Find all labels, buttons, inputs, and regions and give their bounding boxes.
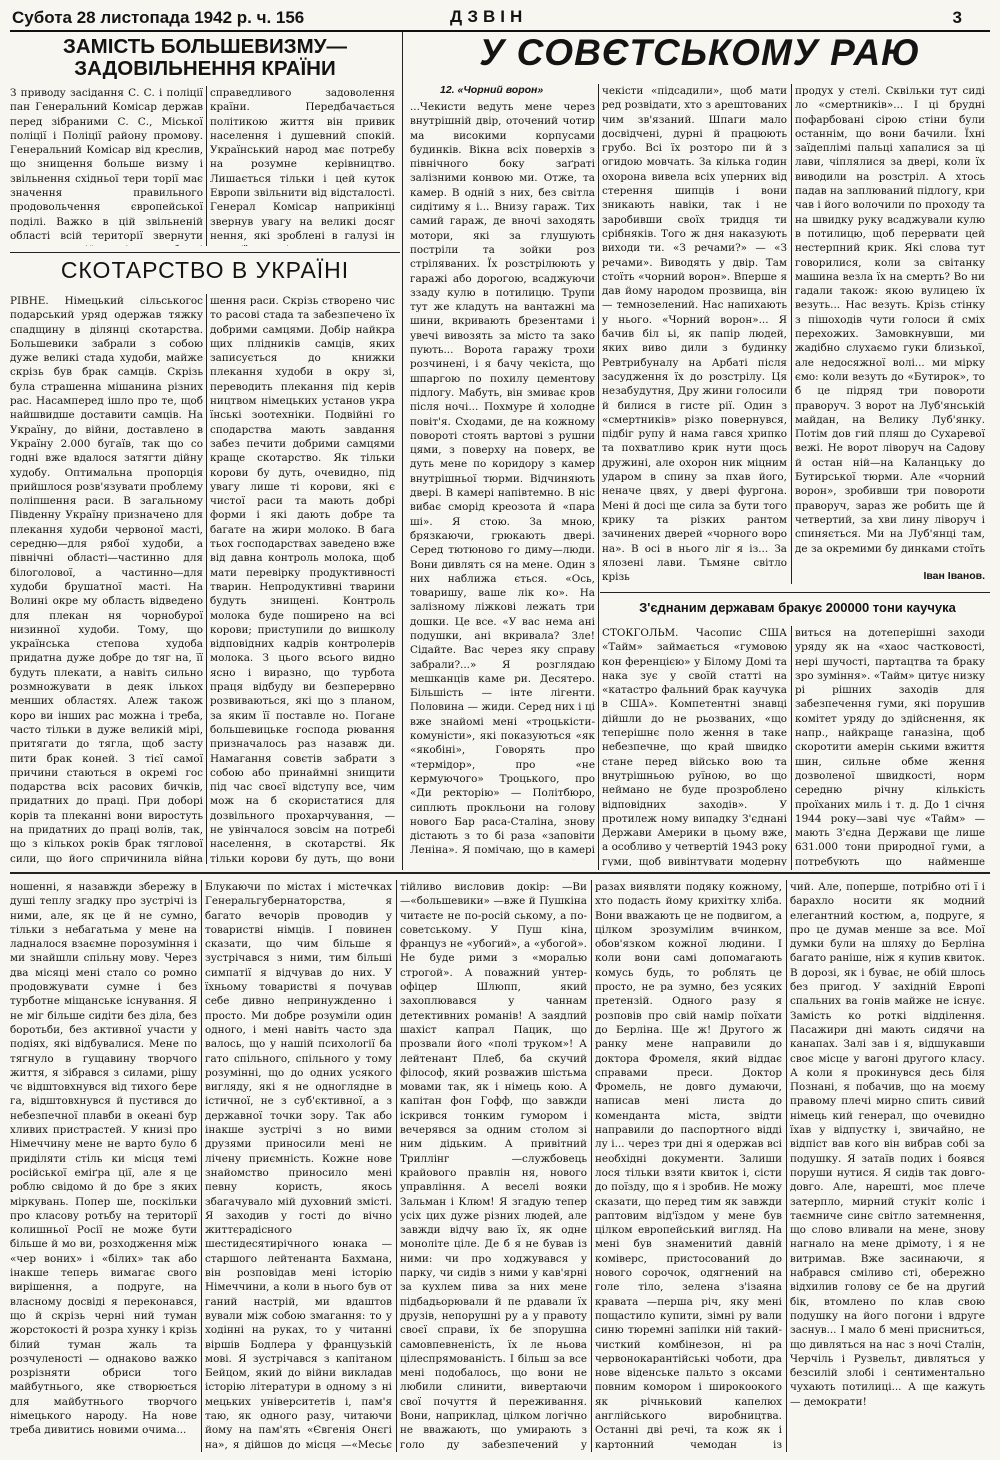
section-rule — [600, 592, 990, 593]
section-rule — [10, 252, 400, 253]
bottom-column-4: разах виявляти подяку кожному, хто подасть йому крихітку хліба. Вони вважають це не подвигом, а цілком зрозумілим вчинком, обов'язком кожної людини. І коли вони самі допомагають комусь будь, то роблять це просто, не ра зумно, без усяких претензій. Одного разу я розповів про свій намір поїхати до Берліна. Ще ж! Другого ж ранку мене направили до доктора Фромеля, який віддає справами преси. Доктор Фромель, не довго думаючи, написав мені листа до коменданта міста, звідти направили до паспортного відді лу і... через три дні я одержав всі необхідні документи. Залиши лося тільки взяти квиток і, сісти до поїзду, що я і зробив. Не можу сказати, що перед тим як завжди раптовим від'їздом у мене був цілком европейський вигляд. На мені був знаменитий давній коміверс, пристосований до нового сорочок, одягнений на голе тіло, зелена з'ізаяна кравата —перша річ, яку мені пощастило купити, зімні ру вали синю тюремні запілки ній такий-чисткий комбінезон, ні ра червонокарантійські чоботи, дра нове віденське пальто з оксами повним комором і широкоокого як річньковий капелюх англійського виробництва. Останні дві речі, та кож як і картонний чемодан із — [595, 881, 782, 1451]
page-number: 3 — [952, 8, 962, 27]
article-2-column-2: шення раси. Скрізь створено чис то расові стада та забезпечено їх добрими самцями. Добір найкра щих плідників самців, яких записується до книжки плекання худоби в окру зі, переводить плекання під керів ництвом німецьких установ укра їнські зоотехніки. Подвійні го сподарства мають завдання забез печити добрими самцями краще скотарство. Як тільки корови бу дуть, очевидно, під увагу лише ті корови, які є чистої раси та мають добрі форми і які дають добре та багате на жири молоко. В бага тьох господарствах заведено вже від давна контроль молока, щоб мати перевірку продуктивності тварин. Непродуктивні тварини будуть знищені. Контроль молока буде поширено на всі корови; приступили до вишколу відповідних кадрів контролерів молока. З цього всього видно ясно і виразно, що турбота праця відбуду ви безперервно розвиваються, які що з планом, за яким її поставле но. Погане большевицьке господа рювання призначалось раз назавж ди. Намагання совєтів забрати з собою або принаймні знищити під час своєї відступу все, чим мож на б скористатися для дозвільного прохарчування, — не увінчалося зовсім на потребі населення, в скотарстві. Як тільки корови бу дуть, що вони — [210, 295, 395, 864]
article-3-column-3: продух у стелі. Сквільки тут сиді ло «смертників»... І ці брудні пофарбовані сірою стіни були останнім, що вони бачили. Їхні заїдеплімі пальці хапалися за ці лави, чіплялися за двері, коли їх виводили на розстріл. А хтось падав на заплюваний підлогу, кри чав і його волочили по проходу та на швидку руку всаджували кулю в потилицю, щоб перервати цей нестерпний крик. Які слова тут говорилися, коли за світанку машина везла їх на смерть? Во ни гадали також: якою вулицею їх везуть... Нас везуть. Крізь стінку з пішоходів чути голоси й сміх перехожих. Замовкнувши, ми жадібно слухаємо гуки близької, але недосяжної волі... ми мірку ємо: коли везуть до «Бутирок», то б це підряд три повороти праворуч. З ворот на Луб'янській майдан, на Велику Луб'янку. Потім дов гий пляш до Сухаревої вежі. Не ворот ліворуч на Садову й остан ній—на Каланцьку до Бутирської тюрми. Але «чорний ворон», зробивши три повороти праворуч, зараз же робить ще й четвертий, за хви лину ліворуч і спиняється. Ми на Луб'янці там, де за окремими бу динками стоїть — [795, 85, 985, 554]
article-3-signature: Іван Іванов. — [923, 570, 985, 582]
column-rule — [591, 880, 592, 1452]
article-3-subhead: 12. «Чорний ворон» — [440, 84, 544, 96]
masthead — [10, 6, 990, 32]
column-rule — [206, 86, 207, 246]
column-rule — [396, 880, 397, 1452]
article-4-column-2: виться на дотеперішні заходи уряду як на «хаос частковості, нері шучості, партацтва та браку зро зуміння». «Тайм» цитує низку рі рішних заходів для забезпечення гуми, які порушив комітет уряду до здійснення, як напр., найкраще ганазіна, щоб скоротити амерін ськими вжиття шин, сильне обме ження дозволеної швидкості, норм середню річну кількість проїханих миль і т. д. До 1 січня 1944 року—заві чує «Тайм» — мають З'єдна Держави ще лише 631.000 тони природної гуми, а потребують що найменше — [795, 627, 985, 866]
newspaper-name: ДЗВІН — [450, 7, 528, 26]
section-rule — [10, 872, 990, 874]
bottom-column-5: чий. Але, поперше, потрібно оті ї і барахло носити як модний елегантний костюм, а, подруге, я про це думав менше за все. Мої думки були на шляху до Берліна багато раніше, ніж я купив квиток. В дорозі, як і буває, не обій шлось без пригод. У західній Европі спальних ва гонів майже не існує. Замість ко роткі відділення. Пасажири дні мають сидячи на канапах. Залі зав і я, відшукавши своє місце у вагоні другого класу. А коли я прокинувся десь біля Познані, я побачив, що на моєму правому плечі мирно спить сивий німець кий генерал, що очевидно їхав у відпустку і, звичайно, не відпіст вав кого він вибрав собі за подушку. Я затаїв подих і боявся поруши нутися. Я сидів так довго-довго. Але, нарешті, моє плече затерпло, мирний стукіт коліс і таємниче синє світло затемнення, що слово вливали на мене, знову нагнало на мене дрімоту, і я не витримав. Вже засинаючи, я набрався сміливо сті, обережно відхилив голову се бе на другий бік, втомлено по клав свою подушку на його погони і вдруге заснув... І мало б мені присниться, що дивляться на нас з ночі Сталін, Черчіль і Рузвельт, дивляться у безсилій злобі і сентиментально чухають потилиці... А ще кажуть — демократи! — [790, 881, 985, 1408]
article-2-column-1: РІВНЕ. Німецький сільськогос подарський уряд одержав тяжку спадщину в ділянці скотарства. Большевики забрали з собою дуже великі стада худоби, майже скрізь був брак самців. Скрізь була страшенна мішанина різних рас. Насамперед ішло про те, щоб найшвидше доставити самців. На Україну, до війни, доставлено в Україну 2.000 бугаїв, так що со годні вже вдалося затягти дійну худобу. Оптимальна пропорція прийшлося розв'язувати проблему поліпшення раси. В загальному Південну Україну призначено для плекання худоби червоної масті, середню—для рябої худоби, а північні області—частинно для білоголової, а частинно—для худоби брушатної масті. На Волині окре му область відведено для плекан ня чорнобурої низинної худоби. Тому, що українська степова худоба придатна дуже добре до тяг на, її будуть плекати, а навіть сильно розмножувати в деяк ількох менших областях. Алеж також коро ви інших рас можна і треба, часто тільки в дуже великій мірі, притягати до тягла, щоб засту пити брак коней. З тієї самої причини стаються в окремі гос подарства всіх расових бичків, придатних до праці. При доборі корів та плеканні вони виростуть на придатних до праці волів, так, що з кількох років брак тяглової сили, що його спричинила війна — [10, 295, 203, 864]
article-1-column-2: справедливого задоволення країни. Передбачається політикою життя він привик населення і душевний спокій. Український народ має потребу на розумне керівництво. Лишається тільки і цей куток Европи звільнити від відсталості. Генерал Комісар наприкінці звернув увагу на великі досяг нення, які зроблені в галузі ін — [210, 87, 395, 242]
article-1-headline-line-1: ЗАМІСТЬ БОЛЬШЕВИЗМУ— — [63, 36, 347, 58]
column-rule — [206, 294, 207, 864]
article-3-column-1: ...Чекисти ведуть мене через внутрішній двір, оточений чотир ма високими корпусами будинків. Вікна всіх поверхів з північного боку заґраті залізними конвою ми. Отже, та камер. В одній з них, без світла сидітиму я і... Внизу гараж. Тих самий гараж, де вночі заходять мотори, які за глушують постріли та зойки роз стріляваних. Їх розстрілюють у гаражі або дорогою, всаджуючи ззаду кулю в потилицю. Трупи тут же кладуть на вантажні ма шини, вкривають брезентами і увечі вивозять за місто та зако пують... Ворота гаражу трохи розчинені, і я бачу чекіста, що шпаргою по похилу цементову підлогу. Мабуть, він змиває кров після ночі... Похмуре й холодне повіт'я. Сходами, де на кожному повороті стоять вартові з рушни цями, з поверху на поверх, ве дуть мене по коридору з камер внутрішньої тюрми. Відчиняють двері. В камері напівтемно. В ніс вибає сморід креозота й «пара ші». Я стою. За мною, брязкаючи, грюкають двері. Серед тютюново го диму—люди. Вони дивлять ся на мене. Один з них наближа ється. «Ось, товаришу, ваше лік ко». На залізному ліжкові лежать три дошки. Це все. «У вас нема ані подушки, ані вкривала? Зле! Сідайте. Вас через яку справу забрали?...» Я розглядаю мешканців каме ри. Десятеро. Більшість — інте лігенти. Половина — жиди. Серед них і ці вже знайомі мені «троцькісти-комуністи», які показуються «як «якобіні», Говорять про «термідор», про «не кермуючого» Троцького, про «Ди ректорію» — Політбюро, сиплють прокльони на голову нового Бар раса-Сталіна, знову дістають з то бі раза «заповіти Леніна». Я помічаю, що в камері — [410, 101, 595, 857]
article-3-column-2: чекісти «підсадили», щоб мати ред розвідати, хто з арештованих чим зв'язаний. Шпаги мало досвідчені, дурні й працюють грубо. Всі їх розторо пи й з огидою мовчать. За кілька годин охорона вивела всіх уперних від стерення шипців і вони зникають навіки, так і не заробивши своїх тридця ти срібняків. Того ж дня наказують виходи ти. «З речами?» — «З речами». Виводять у двір. Там стоїть «чорний ворон». Вперше я дав йому народом прозвища, він — темнозелений. Нас напихають у нього. «Чорний ворон»... Я бачив біл ьі, як папір людей, яких виво дили з будинку Ревтрибуналу на Арбаті після засудження їх до розстрілу. Ця незабудутня, Дру жини голосили й билися в гисте рії. Один з «смертників» різко повернувся, підбіг рупу й нама гався хрипко та похватливо крик нути щось дружині, але охорон ник міцним ударом в спину за пхав його, неначе цвях, у двері фургона. Мені й досі ще сила за бути того крику та різких рантом зачинених дверей «чорного воро на». В осі в нього ліг я із... За ялозені лави. Тьмяне світло крізь — [602, 85, 787, 584]
column-rule — [786, 880, 787, 1452]
bottom-column-1: ношенні, я назавжди збережу в душі теплу згадку про зустрічі із ними, але, як це й не сумно, тільки з небагатьма у мене на ладналося взаємне порозуміння і ми знайшли спільну мову. Через два місяці мені стало со ромно продовжувати сумне і без турботне міщанське існування. Я не міг більше сидіти без діла, без боротьби, без активної участи у подіях, які відбувалися. Мене по тягнуло в гущавину творчого життя, я зібрався з силами, рішу чє відштовхнувся від тихого бере га, відштовхнувся й пустився до небезпечної плавби в океані бур хливих пристрастей. У книзі про Німеччину мене не варто було б приділяти стіль ки місця темі російської еміґра ції, але я це роблю свідомо й до бре з яких міркувань. Попер ше, поскільки про класову ротьбу на території колишньої Росії не може бути більше й мо ви, розходження між «чер воних» і «білих» так або інакше теперь вимагає свого вирішення, а подруге, на власному досвіді я переконався, що й скрізь черні ний туман жорстокості й розра хунку і крізь білий туман жаль та розчуленості — однаково важко розрізняти обриси того майбутнього, яке створюється для майбутнього творчого німецького народу. На нове треба дивитись новими очима... — [10, 881, 197, 1437]
column-rule — [791, 84, 792, 584]
column-rule — [402, 32, 403, 870]
article-3-headline: У СОВЄТСЬКОМУ РАЮ — [479, 34, 921, 73]
column-rule — [201, 880, 202, 1452]
column-rule — [791, 626, 792, 870]
article-1-headline — [20, 36, 390, 82]
bottom-column-2: Блукаючи по містах і містечках Генеральгубернаторства, я багато вечорів проводив у товаристві німців. І повинен сказати, що чим більше я зустрічався з ними, тим більші симпатії я відчував до них. У їхньому товаристві я почував себе дивно непринужденно і просто. Ми добре розуміли один одного, і мені навіть часто зда валось, що у нашій психології ба гато спільного, спільного у тому розумінні, що до одних усякого вигляду, які я не одноглядне в істичної, не з суб'єктивної, а з державної точки зору. Так або інакше зустрічі з но вими друзями приносили мені не лічену приємність. Кожне нове знайомство приносило мені певну користь, якось збагачувало мій духовний змісті. Я заходив у гості до вічно життєрадісного шестидесятирічного юнака — старшого лейтенанта Бахмана, він розповідав мені історію Німеччини, а коли в нього був от ганий настрій, ми вдаштов вували між собою змагання: то у ходінні на руках, то у читанні віршів Бодлера у французькій мові. Я зустрічався з капітаном Бейцом, який до війни викладав історію літератури в одному з ні мецьких університетів і, пам'я таю, як одного разу, читаючи йому на пам'ять «Євгенія Онєгі на», я дійшов до місця —«Месьє — [205, 881, 392, 1451]
article-1-headline-line-2: ЗАДОВІЛЬНЕННЯ КРАЇНИ — [74, 56, 336, 80]
column-rule — [598, 84, 599, 870]
issue-date: Субота 28 листопада 1942 р. ч. 156 — [12, 8, 305, 27]
article-4-column-1: СТОКГОЛЬМ. Часопис США «Тайм» займається «гумовою кон ференцією» у Білому Домі та нака зує у своїй статті на «катастро фальний брак каучука в США». Компетентні знавці дійшли до не рьозваних, «що теперішнє поло ження в таке небезпечне, що край швидко стане перед військо вою та внутрішньою руїною, во що неймано не буде прозроблено відповідних заходів». У протилеж ному випадку З'єднані Держави Америки в цьому вже, а особливо у четвертій 1943 року гуми, щоб вивінтувати модерну — [602, 627, 787, 866]
bottom-column-3: тійливо висловив докір: —Ви —«большевики» —вже й Пушкіна читаєте не по-росій ському, а по-советському. У Пуш кіна, француз не «убогий», а «убогой». Не буде рими з «моралью строгой». А поважний унтер-офіцер Шлюпп, який захоплювався у чаннам детективних романів! А заядлий шахіст капрал Пацик, що прозвали його «полі труком»! А лейтенант Плеб, ба скучий філософ, який розважив шістьма мовами так, як і німець кою. А капітан фон Гофф, що завжди іскрився тонким гумором і вечерявся за одним столом зі ним дідьким. А привітний Триллінг —службовець крайового правлін ня, нового управління. А веселі вояки Зальман і Клюм! Я згадую тепер усіх цих дуже різних людей, але завжди відчу ваю їх, як одне моноліте ціле. Де б я не бував із ними: чи про ходжувався у парку, чи сидів з ними у кав'ярні за кухлем пива за них мене підбадьорювали й пе рдавали їх друзів, непорушні ру а у правоту своєї справи, їх бе зпорушна самовпевненість, їх ле ньова цілеспрямованість. І більш за все мені подобалось, що вони не любили слинити, вивертаючи свої почуття й переживання. Вони, наприклад, цілком логічно не вважають, що умирають з голо ду забезпечений у — [400, 881, 587, 1451]
article-4-headline: З'єднаним державам бракує 200000 тони каучука — [639, 600, 956, 615]
article-1-column-1: З приводу засідання С. С. і поліції пан Генеральний Комісар держав перед зібраними С. С., Міської поліції і Поліції району промову. Генеральний Комісар від креслив, що знищення больше визму і звільнення східньої тери торії має значення правильного продовольчення європейської поділі. Важко в цій звільненій області всій території звернути — [10, 87, 203, 242]
article-2-headline: СКОТАРСТВО В УКРАЇНІ — [60, 258, 350, 283]
